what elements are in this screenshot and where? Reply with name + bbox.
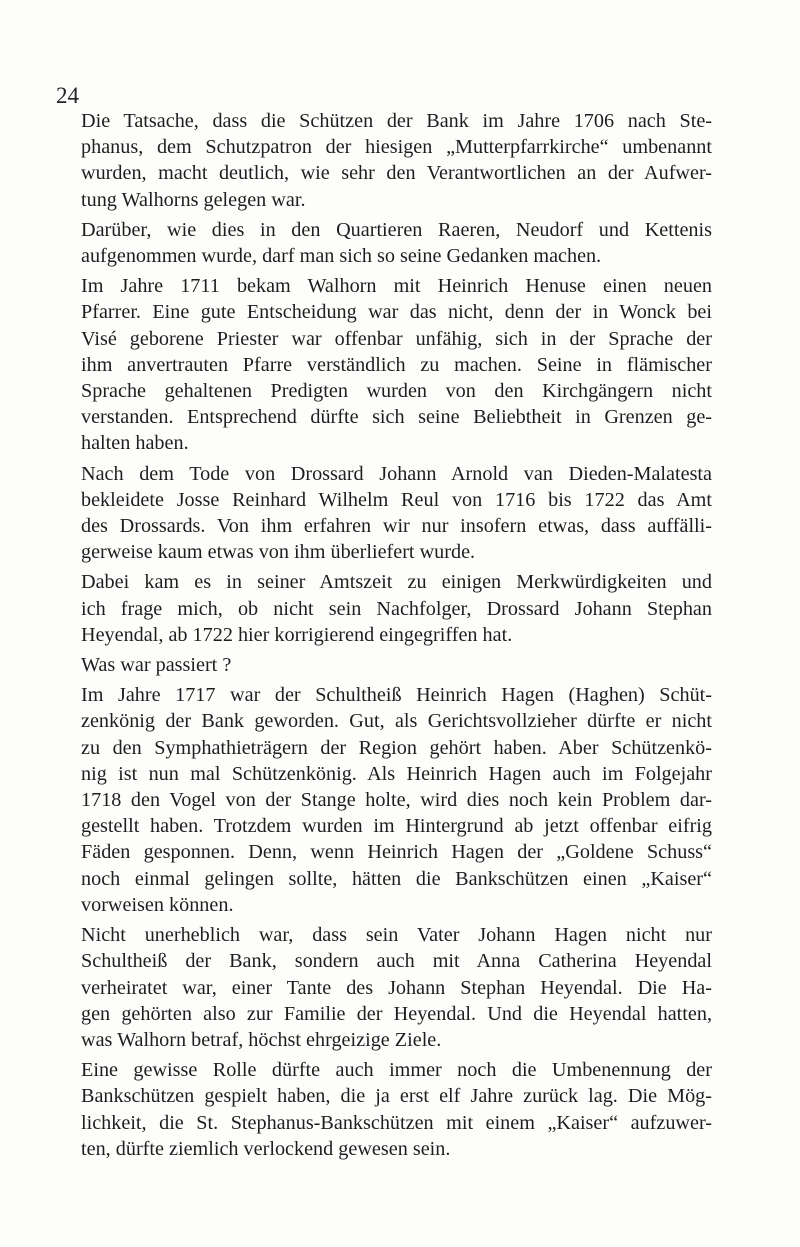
text-line: halten haben. (81, 432, 189, 455)
text-line: ihm anvertrauten Pfarre verständlich zu machen. Seine in flämischer (81, 353, 712, 376)
text-line: Nicht unerheblich war, dass sein Vater Johann Hagen nicht nur (81, 924, 712, 947)
paragraph (81, 273, 712, 456)
text-line: Was war passiert ? (81, 654, 232, 677)
text-line: des Drossards. Von ihm erfahren wir nur insofern etwas, dass auffälli- (81, 515, 712, 538)
text-line: Im Jahre 1711 bekam Walhorn mit Heinrich Henuse einen neuen (81, 275, 712, 298)
text-line: bekleidete Josse Reinhard Wilhelm Reul von 1716 bis 1722 das Amt (81, 488, 712, 511)
text-line: Bankschützen gespielt haben, die ja erst elf Jahre zurück lag. Die Mög- (81, 1085, 712, 1108)
text-line: Im Jahre 1717 war der Schultheiß Heinrich Hagen (Haghen) Schüt- (81, 684, 712, 707)
text-line: gestellt haben. Trotzdem wurden im Hintergrund ab jetzt offenbar eifrig (81, 815, 712, 838)
text-line: Eine gewisse Rolle dürfte auch immer noch die Umbenennung der (81, 1059, 712, 1082)
text-line: aufgenommen wurde, darf man sich so seine Gedanken machen. (81, 245, 602, 268)
text-line: was Walhorn betraf, höchst ehrgeizige Ziele. (81, 1028, 442, 1051)
paragraph (81, 652, 712, 678)
text-line: vorweisen können. (81, 893, 234, 916)
paragraph (81, 682, 712, 918)
text-line: gen gehörten also zur Familie der Heyendal. Und die Heyendal hatten, (81, 1002, 712, 1025)
paragraph (81, 922, 712, 1053)
text-line: zu den Symphathieträgern der Region gehört haben. Aber Schützenkö- (81, 736, 712, 759)
paragraph (81, 108, 712, 213)
text-line: Visé geborene Priester war offenbar unfähig, sich in der Sprache der (81, 327, 712, 350)
text-line: Fäden gesponnen. Denn, wenn Heinrich Hagen der „Goldene Schuss“ (81, 841, 712, 864)
text-line: ten, dürfte ziemlich verlockend gewesen sein. (81, 1137, 451, 1160)
text-line: Darüber, wie dies in den Quartieren Raeren, Neudorf und Kettenis (81, 218, 712, 241)
text-line: 1718 den Vogel von der Stange holte, wird dies noch kein Problem dar- (81, 789, 712, 812)
text-line: Heyendal, ab 1722 hier korrigierend eingegriffen hat. (81, 623, 513, 646)
body-text (81, 108, 712, 1166)
paragraph (81, 461, 712, 566)
text-line: noch einmal gelingen sollte, hätten die Bankschützen einen „Kaiser“ (81, 867, 712, 890)
paragraph (81, 1057, 712, 1162)
text-line: verheiratet war, einer Tante des Johann Stephan Heyendal. Die Ha- (81, 976, 712, 999)
text-line: Die Tatsache, dass die Schützen der Bank im Jahre 1706 nach Ste- (81, 110, 712, 132)
text-line: zenkönig der Bank geworden. Gut, als Gerichtsvollzieher dürfte er nicht (81, 710, 712, 733)
text-line: tung Walhorns gelegen war. (81, 188, 306, 211)
text-line: nig ist nun mal Schützenkönig. Als Heinrich Hagen auch im Folgejahr (81, 762, 712, 785)
text-line: gerweise kaum etwas von ihm überliefert wurde. (81, 541, 476, 564)
text-line: verstanden. Entsprechend dürfte sich seine Beliebtheit in Grenzen ge- (81, 406, 712, 429)
text-line: wurden, macht deutlich, wie sehr den Verantwortlichen an der Aufwer- (81, 162, 712, 185)
text-line: ich frage mich, ob nicht sein Nachfolger, Drossard Johann Stephan (81, 597, 712, 620)
page-number: 24 (56, 83, 79, 108)
text-line: Nach dem Tode von Drossard Johann Arnold van Dieden-Malatesta (81, 462, 712, 485)
text-line: Pfarrer. Eine gute Entscheidung war das nicht, denn der in Wonck bei (81, 301, 712, 324)
paragraph (81, 569, 712, 648)
paragraph (81, 217, 712, 269)
text-line: lichkeit, die St. Stephanus-Bankschützen mit einem „Kaiser“ aufzuwer- (81, 1111, 712, 1134)
text-line: Dabei kam es in seiner Amtszeit zu einigen Merkwürdigkeiten und (81, 571, 712, 594)
text-line: Sprache gehaltenen Predigten wurden von den Kirchgängern nicht (81, 380, 712, 403)
text-line: phanus, dem Schutzpatron der hiesigen „Mutterpfarrkirche“ umbenannt (81, 136, 712, 159)
text-line: Schultheiß der Bank, sondern auch mit Anna Catherina Heyendal (81, 950, 712, 973)
